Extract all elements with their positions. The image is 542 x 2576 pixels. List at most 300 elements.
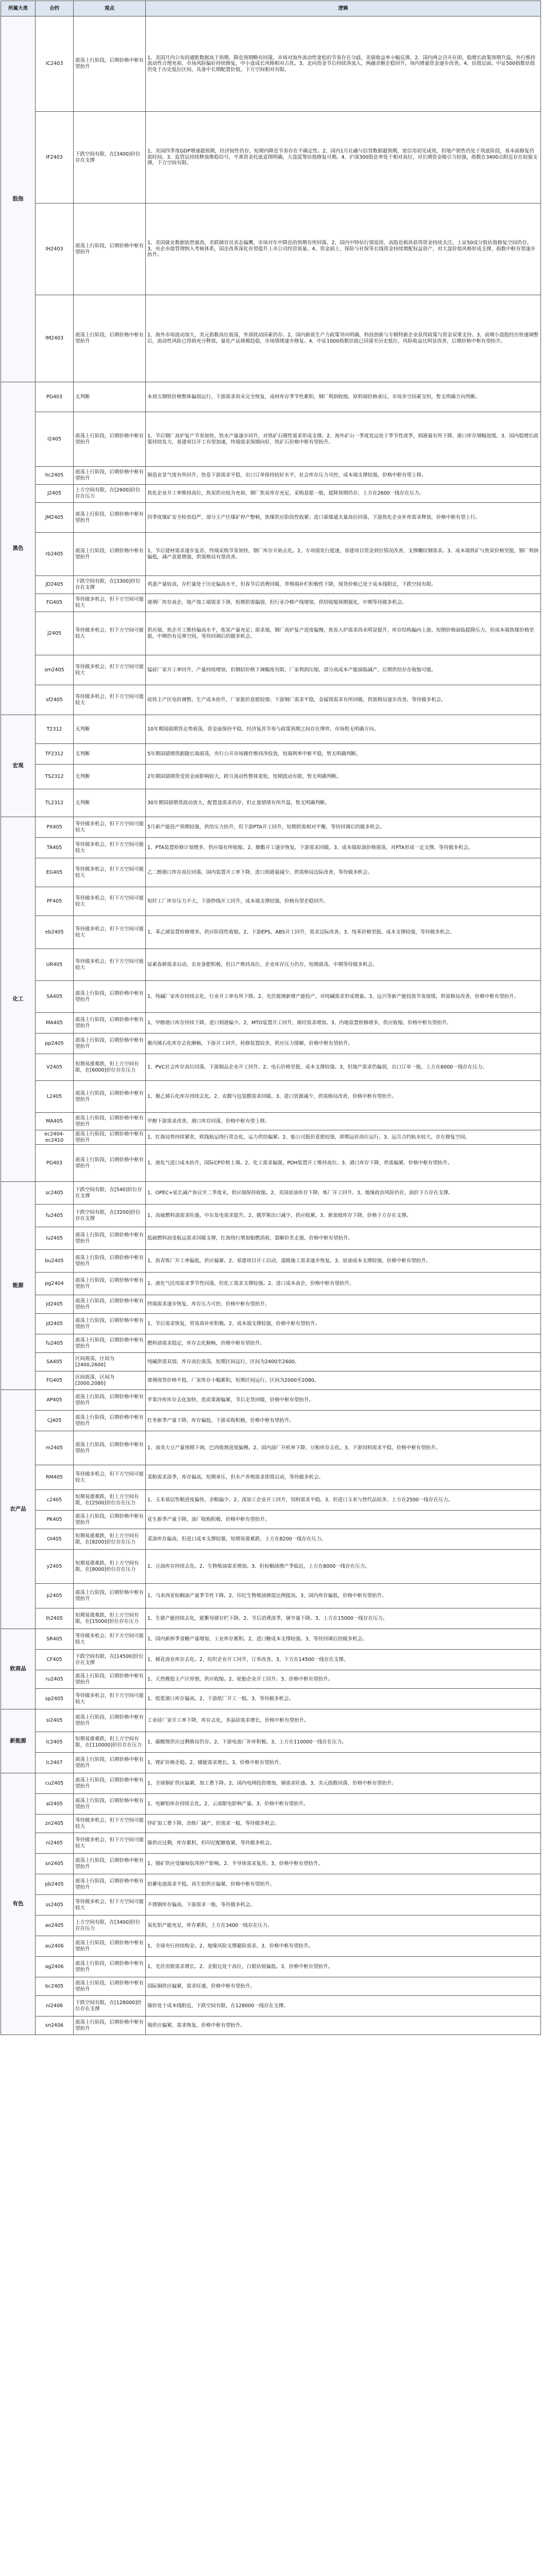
- sector-cell: 农产品: [1, 1390, 36, 1629]
- contract-cell: p2405: [36, 1584, 74, 1608]
- contract-cell: au2406: [36, 1936, 74, 1957]
- view-cell: 等待做多机会，但下方空间可能较大: [74, 858, 146, 887]
- view-cell: 震荡上行阶段，后期价格中枢有望抬升: [74, 503, 146, 533]
- view-cell: 震荡上行阶段，后期价格中枢有望抬升: [74, 1273, 146, 1295]
- logic-cell: 1、国内新榨季食糖产量增加，工业库存累积。2、进口糖成本支撑较强。3、等待回调后的做多机会。: [146, 1629, 541, 1650]
- logic-cell: 1、红海局势持续紧张，欧线航运绕行常态化，运力供给偏紧。2、船公司挺价意愿较强，即期运价高位运行。3、远月合约贴水较大，存在修复空间。: [146, 1130, 541, 1145]
- contract-cell: ru2405: [36, 1670, 74, 1689]
- logic-cell: 本周五钢铁价格整体偏弱运行，下游需求尚未完全恢复，成材库存季节性累积，钢厂利润收缩，原料端价格承压，市场多空因素交织，暂无明确方向判断。: [146, 382, 541, 412]
- logic-cell: 5年期国债期货跟随长端震荡，央行公开市场操作维持净投放，短端利率中枢平稳，暂无明确判断。: [146, 744, 541, 765]
- contract-cell: ag2406: [36, 1957, 74, 1977]
- view-cell: 等待做多机会，但下方空间可能较大: [74, 1895, 146, 1916]
- table-row: [1, 112, 541, 204]
- view-cell: 等待做多机会，但下方空间可能较大: [74, 685, 146, 715]
- contract-cell: ss2405: [36, 1895, 74, 1916]
- contract-cell: TS2312: [36, 765, 74, 789]
- table-row: [1, 685, 541, 715]
- contract-cell: SA405: [36, 981, 74, 1013]
- logic-cell: 1、纯碱厂家库存持续去化，行业开工率有所下降。2、光伏玻璃新增产能投产，对纯碱需求形成增量。3、远兴等新产能投放节奏放缓，供需格局改善，价格中枢有望抬升。: [146, 981, 541, 1013]
- contract-cell: y2405: [36, 1550, 74, 1584]
- table-row: [1, 1371, 541, 1390]
- contract-cell: J2405: [36, 485, 74, 503]
- contract-cell: PF405: [36, 887, 74, 916]
- logic-cell: 低硫燃料油受航运需求回暖支撑，红海绕行增加船燃消耗，裂解价差走强，价格中枢有望抬升。: [146, 1227, 541, 1250]
- contract-cell: CF405: [36, 1650, 74, 1670]
- logic-cell: 锰硅厂家开工率回升，产量持续增加，但钢招价格下调幅度有限，厂家利润压缩，部分高成本产能面临减产，后期供给存在收缩可能。: [146, 655, 541, 685]
- table-row: [1, 1753, 541, 1773]
- logic-cell: 1、节后需求恢复，贸易商补库积极。2、成本端支撑较强，价格中枢有望抬升。: [146, 1314, 541, 1334]
- contract-cell: pg2404: [36, 1273, 74, 1295]
- view-cell: 震荡上行阶段，后期价格中枢有望抬升: [74, 2016, 146, 2035]
- table-body: [1, 16, 541, 2035]
- view-cell: 震荡上行阶段，后期价格中枢有望抬升: [74, 1314, 146, 1334]
- contract-cell: IC2403: [36, 16, 74, 112]
- contract-cell: pp2405: [36, 1033, 74, 1054]
- view-cell: 震荡上行阶段，后期价格中枢有望抬升: [74, 1957, 146, 1977]
- view-cell: 等待做多机会，但下方空间可能较大: [74, 1689, 146, 1709]
- logic-cell: 菜油库存偏高，但进口成本支撑较强，短期易涨难跌，上方在8200一线存在压力。: [146, 1529, 541, 1550]
- table-row: [1, 1689, 541, 1709]
- sector-cell: 软商品: [1, 1629, 36, 1709]
- contract-cell: bc2405: [36, 1977, 74, 1996]
- logic-cell: 1、美国月内公布的通胀数据高于预期，降息预期略有回落，市场对海外流动性宽松的节奏存在分歧，美债收益率小幅反弹。2、国内两会召开在即，稳增长政策预期升温，央行维持流动性合理充裕，市场风险偏好持续修复，中小盘成长风格相对占优。3、北向资金节后持续净流入，两融余额企稳回升，场内增量资金逐步改善。4、估值层面，中证500指数估值仍处于历史低位区间，具备中长期配置价值，下方空间相对有限。: [146, 16, 541, 112]
- logic-cell: 1、全球央行持续购金。2、地缘风险支撑避险需求。3、价格中枢有望抬升。: [146, 1936, 541, 1957]
- logic-cell: 1、美国就业数据依然强劲，美联储官员表态偏鹰，市场对年中降息的预期有所回落。2、国内中特估行情延续，高股息板块获得资金持续关注，上证50成分股估值修复空间仍存。3、央企市值管理纳入考核体系，国企改革深化有望提升上市公司经营质量。4、资金面上，保险与社保等长线资金持续增配权益资产，对大盘价值风格形成支撑，指数中枢有望逐步抬升。: [146, 204, 541, 295]
- table-row: [1, 1916, 541, 1936]
- contract-cell: JD2405: [36, 576, 74, 594]
- contract-cell: zn2405: [36, 1815, 74, 1833]
- contract-cell: IH2403: [36, 204, 74, 295]
- view-cell: 震荡上行阶段，后期价格中枢有望抬升: [74, 1753, 146, 1773]
- table-row: [1, 533, 541, 576]
- view-cell: 震荡上行阶段，后期价格中枢有望抬升: [74, 1511, 146, 1529]
- table-row: [1, 204, 541, 295]
- contract-cell: JM2405: [36, 503, 74, 533]
- logic-cell: 1、碳酸锂供应过剩格局仍存。2、下游电池厂补库积极。3、上方在110000一线存在压力。: [146, 1732, 541, 1753]
- table-row: [1, 1584, 541, 1608]
- view-cell: 等待做多机会，但下方空间可能较大: [74, 949, 146, 981]
- view-cell: 震荡上行阶段，后期价格中枢有望抬升: [74, 1411, 146, 1431]
- logic-cell: 1、PTA装置检修计划增多，供应端有所收缩。2、聚酯开工逐步恢复，下游需求回暖。3、成本端原油价格震荡，对PTA形成一定支撑，等待做多机会。: [146, 838, 541, 858]
- view-cell: 震荡上行阶段，后期价格中枢有望抬升: [74, 1936, 146, 1957]
- table-row: [1, 485, 541, 503]
- contract-cell: RM405: [36, 1465, 74, 1490]
- logic-cell: 30年期国债期货波动放大，配置盘需求仍存，但止盈情绪有所升温，暂无明确判断。: [146, 789, 541, 817]
- table-row: [1, 1490, 541, 1511]
- contract-cell: eb2405: [36, 916, 74, 949]
- table-header-row: [1, 1, 541, 16]
- contract-cell: cu2405: [36, 1773, 74, 1794]
- logic-cell: 1、锡矿供应受缅甸佤邦停产影响。2、半导体需求复苏。3、价格中枢有望抬升。: [146, 1854, 541, 1874]
- view-cell: 无判断: [74, 744, 146, 765]
- table-row: [1, 1608, 541, 1629]
- table-row: [1, 594, 541, 612]
- view-cell: 震荡上行阶段，后期价格中枢有望抬升: [74, 1081, 146, 1113]
- view-cell: 震荡上行阶段，后期价格中枢有望抬升: [74, 1113, 146, 1130]
- contract-cell: ni2406: [36, 1996, 74, 2016]
- table-row: [1, 1957, 541, 1977]
- contract-cell: sn2405: [36, 1854, 74, 1874]
- contract-cell: V2405: [36, 1054, 74, 1081]
- contract-cell: c2405: [36, 1490, 74, 1511]
- logic-cell: 制造业景气度有所回升，热卷下游需求平稳，出口订单保持较好水平，社会库存压力可控，成本端支撑较强，价格中枢有望上移。: [146, 467, 541, 485]
- table-row: [1, 1145, 541, 1182]
- table-row: [1, 467, 541, 485]
- view-cell: 短期易涨难跌，但上方空间有限，在[8200]价位存在压力: [74, 1529, 146, 1550]
- view-cell: 震荡上行阶段，后期价格中枢有望抬升: [74, 1773, 146, 1794]
- contract-cell: fu2405: [36, 1205, 74, 1227]
- contract-cell: sc2405: [36, 1182, 74, 1205]
- contract-cell: ec2404-ec2410: [36, 1130, 74, 1145]
- logic-cell: 1、南美大豆产量预期下调，巴西收割进度偏慢。2、国内油厂开机率下降，豆粕库存去化。3、下游饲料需求平稳，价格中枢有望抬升。: [146, 1431, 541, 1465]
- view-cell: 无判断: [74, 765, 146, 789]
- logic-cell: 菜粕需求淡季，库存偏高，短期承压，但水产养殖需求即将启动，等待做多机会。: [146, 1465, 541, 1490]
- logic-cell: 5月新产能投产预期较强，供给压力抬升，但下游PTA开工回升，短期供需相对平衡，等待回调后的做多机会。: [146, 817, 541, 838]
- table-row: [1, 1815, 541, 1833]
- table-row: [1, 1227, 541, 1250]
- table-row: [1, 1295, 541, 1314]
- header-sector: 所属大类: [1, 1, 36, 16]
- logic-cell: 玻璃厂库存高企，地产竣工端需求下滑，短期供需偏弱，但行业冷修产线增加，供给收缩预期强化，中期等待做多机会。: [146, 594, 541, 612]
- logic-cell: 镍供应过剩，库存累积，但印尼配额收紧，等待做多机会。: [146, 1833, 541, 1854]
- logic-cell: 1、PVC社会库存高位回落，下游制品企业开工回升。2、电石价格坚挺，成本支撑较强。3、但地产需求仍偏弱，出口订单一般，上方在6000一线存在压力。: [146, 1054, 541, 1081]
- view-cell: 短期易涨难跌，但上方空间有限，在[2500]价位存在压力: [74, 1490, 146, 1511]
- logic-cell: 1、甲醇港口库存持续下降，进口到港偏少。2、MTO装置开工回升，烯烃需求增加。3、内地装置检修增多，供应收缩，价格中枢有望抬升。: [146, 1013, 541, 1033]
- contract-cell: FG405: [36, 1371, 74, 1390]
- logic-cell: 乙二醇港口库存高位回落，国内装置开工率下降，进口到港量减少，供需格局边际改善，等待做多机会。: [146, 858, 541, 887]
- table-row: [1, 916, 541, 949]
- view-cell: 短期易涨难跌，但上方空间有限，在[15000]价位存在压力: [74, 1608, 146, 1629]
- logic-cell: 1、美国四季度GDP增速超预期，经济韧性仍存，短期内降息节奏存在不确定性。2、国内1月社融与信贷数据超预期，宽信用初见成效，但地产销售仍处于筑底阶段，基本面修复仍需时间。3、监管层持续释放维稳信号，平准资金托底意图明确，大盘蓝筹估值修复可期。4、沪深300股息率处于相对高位，对长期资金吸引力较强，指数在3400点附近存在较强支撑，下方空间有限。: [146, 112, 541, 204]
- table-row: [1, 1250, 541, 1273]
- contract-cell: m2405: [36, 1431, 74, 1465]
- table-row: [1, 1895, 541, 1916]
- view-cell: 无判断: [74, 789, 146, 817]
- sector-cell: 化工: [1, 817, 36, 1182]
- logic-cell: 铅蓄电池需求平稳，再生铅供应偏紧，价格中枢有望抬升。: [146, 1874, 541, 1895]
- table-row: [1, 1411, 541, 1431]
- futures-view-sheet: [1, 1, 540, 2035]
- logic-cell: 1、沥青炼厂开工率偏低，供应偏紧。2、基建项目开工启动，道路施工需求逐步恢复。3、原油成本支撑较强，价格中枢有望抬升。: [146, 1250, 541, 1273]
- header-view: 观点: [74, 1, 146, 16]
- logic-cell: 红枣新季产量下降，库存偏低，下游采购积极，价格中枢有望抬升。: [146, 1411, 541, 1431]
- contract-cell: PG403: [36, 1145, 74, 1182]
- logic-cell: 锡供应偏紧，需求恢复，价格中枢有望抬升。: [146, 2016, 541, 2035]
- view-cell: 震荡上行阶段，后期价格中枢有望抬升: [74, 1709, 146, 1732]
- contract-cell: CJ405: [36, 1411, 74, 1431]
- sector-cell: 股指: [1, 16, 36, 382]
- view-cell: 下跌空间有限，在[128000]价位存在支撑: [74, 1996, 146, 2016]
- table-row: [1, 612, 541, 655]
- table-row: [1, 817, 541, 838]
- table-row: [1, 1977, 541, 1996]
- table-row: [1, 1314, 541, 1334]
- view-cell: 震荡上行阶段，后期价格中枢有望抬升: [74, 1390, 146, 1411]
- table-row: [1, 765, 541, 789]
- table-row: [1, 1874, 541, 1895]
- view-cell: 短期易涨难跌，但上方空间有限，在[8000]价位存在压力: [74, 1550, 146, 1584]
- contract-cell: jd2405: [36, 1314, 74, 1334]
- table-row: [1, 16, 541, 112]
- logic-cell: 苹果冷库库存去化加快，优质果源偏紧，节后走货回暖，价格中枢有望抬升。: [146, 1390, 541, 1411]
- logic-cell: 1、聚乙烯石化库存持续去化。2、农膜与包装膜需求回暖。3、进口资源减少，供需格局改善，价格中枢有望抬升。: [146, 1081, 541, 1113]
- view-cell: 等待做多机会，但下方空间可能较大: [74, 594, 146, 612]
- view-cell: 震荡上行阶段，后期价格中枢有望抬升: [74, 1854, 146, 1874]
- table-row: [1, 295, 541, 382]
- contract-cell: lc2405: [36, 1732, 74, 1753]
- logic-cell: 1、高硫燃料油需求旺盛，中东发电需求提升。2、俄罗斯出口减少，供应收紧。3、新加坡库存下降，价格下方存在支撑。: [146, 1205, 541, 1227]
- contract-cell: sn2406: [36, 2016, 74, 2035]
- sector-cell: 宏观: [1, 715, 36, 817]
- contract-cell: al2405: [36, 1794, 74, 1815]
- table-row: [1, 1205, 541, 1227]
- table-row: [1, 503, 541, 533]
- view-cell: 震荡上行阶段，后期价格中枢有望抬升: [74, 1670, 146, 1689]
- view-cell: 震荡上行阶段，后期价格中枢有望抬升: [74, 1013, 146, 1033]
- logic-cell: 1、海外市场波动加大，美元指数高位震荡，外部扰动因素仍存。2、国内新质生产力政策导向明确，科技创新与专精特新企业获得政策与资金双重支持。3、前期小盘股经历快速调整后，流动性风险已得到充分释放，量化产品规模趋稳，市场情绪逐步修复。4、中证1000指数估值已回落至历史低位，风险收益比明显改善，后期价格中枢有望抬升。: [146, 295, 541, 382]
- logic-cell: 锌矿加工费下降，冶炼厂减产，但需求一般，等待做多机会。: [146, 1815, 541, 1833]
- view-cell: 震荡上行阶段，后期价格中枢有望抬升: [74, 1033, 146, 1054]
- table-row: [1, 715, 541, 744]
- table-row: [1, 838, 541, 858]
- sector-cell: 能源: [1, 1182, 36, 1390]
- table-row: [1, 1996, 541, 2016]
- contract-cell: ao2405: [36, 1916, 74, 1936]
- table-row: [1, 1794, 541, 1815]
- view-cell: 震荡上行阶段，后期价格中枢有望抬升: [74, 295, 146, 382]
- view-cell: 震荡上行阶段，后期价格中枢有望抬升: [74, 1334, 146, 1353]
- view-cell: 震荡上行阶段，后期价格中枢有望抬升: [74, 412, 146, 467]
- view-cell: 震荡上行阶段，后期价格中枢有望抬升: [74, 1145, 146, 1182]
- view-cell: 震荡上行阶段，后期价格中枢有望抬升: [74, 1794, 146, 1815]
- logic-cell: 花生新季产量下降，油厂收购积极，价格中枢有望抬升。: [146, 1511, 541, 1529]
- contract-cell: I2405: [36, 412, 74, 467]
- contract-cell: IF2403: [36, 112, 74, 204]
- logic-cell: 1、马来西亚棕榈油产量季节性下降。2、印尼生物柴油掺混比例提高。3、国内库存偏低，价格中枢有望抬升。: [146, 1584, 541, 1608]
- table-row: [1, 1629, 541, 1650]
- view-cell: 无判断: [74, 715, 146, 744]
- table-row: [1, 1033, 541, 1054]
- view-cell: 等待做多机会，但下方空间可能较大: [74, 838, 146, 858]
- contract-cell: J2405: [36, 612, 74, 655]
- view-cell: 等待做多机会，但下方空间可能较大: [74, 1815, 146, 1833]
- table-row: [1, 1936, 541, 1957]
- table-row: [1, 2016, 541, 2035]
- logic-cell: 玻璃现货价格平稳，厂家库存小幅累积，短期区间运行，区间为2000至2080。: [146, 1371, 541, 1390]
- contract-cell: PX405: [36, 817, 74, 838]
- table-row: [1, 1054, 541, 1081]
- contract-cell: UR405: [36, 949, 74, 981]
- contract-cell: bu2405: [36, 1250, 74, 1273]
- view-cell: 震荡上行阶段，后期价格中枢有望抬升: [74, 1874, 146, 1895]
- table-row: [1, 949, 541, 981]
- logic-cell: 国际铜供应偏紧，需求旺盛，价格中枢有望抬升。: [146, 1977, 541, 1996]
- logic-cell: 尿素春耕需求启动，农业备肥积极，但日产维持高位，企业库存压力仍存，短期震荡，中期等待做多机会。: [146, 949, 541, 981]
- table-row: [1, 655, 541, 685]
- logic-cell: 供应端，焦企开工维持偏高水平，焦炭产量充足；需求端，钢厂高炉复产进度偏慢，焦炭入炉需求尚未明显提升，库存结构偏向上游。短期价格面临提降压力，但成本端焦煤价格坚挺，中期仍有反弹空间，等待回调后的做多机会。: [146, 612, 541, 655]
- table-row: [1, 789, 541, 817]
- contract-cell: sm2405: [36, 655, 74, 685]
- table-row: [1, 1854, 541, 1874]
- view-cell: 震荡上行阶段，后期价格中枢有望抬升: [74, 204, 146, 295]
- view-cell: 等待做多机会，但下方空间可能较大: [74, 1629, 146, 1650]
- logic-cell: 燃料油需求稳定，库存去化顺畅，价格中枢有望抬升。: [146, 1334, 541, 1353]
- contract-cell: MA405: [36, 1013, 74, 1033]
- view-cell: 下跌空间有限，在[540]价位存在支撑: [74, 1182, 146, 1205]
- logic-cell: 纯碱供需双弱，库存高位震荡，短期区间运行，区间为2400至2600。: [146, 1353, 541, 1371]
- view-cell: 震荡上行阶段，后期价格中枢有望抬升: [74, 467, 146, 485]
- logic-cell: 聚丙烯石化库存去化顺畅，下游开工回升，检修装置较多，供应压力缓解，价格中枢有望抬升。: [146, 1033, 541, 1054]
- table-row: [1, 1833, 541, 1854]
- view-cell: 短期易涨难跌，但上方空间有限，在[6000]价位存在压力: [74, 1054, 146, 1081]
- logic-cell: 氧化铝产能充足，库存累积，上方在3400一线存在压力。: [146, 1916, 541, 1936]
- table-row: [1, 576, 541, 594]
- contract-cell: SR405: [36, 1629, 74, 1650]
- view-cell: 下跌空间有限，在[3200]价位存在支撑: [74, 1205, 146, 1227]
- table-row: [1, 1529, 541, 1550]
- contract-cell: T2312: [36, 715, 74, 744]
- table-row: [1, 1465, 541, 1490]
- logic-cell: 焦化企业开工率维持高位，焦炭供应较为充裕，钢厂焦炭库存充足，采购意愿一般，提降预期仍存，上方在2600一线存在压力。: [146, 485, 541, 503]
- table-row: [1, 1390, 541, 1411]
- table-row: [1, 1130, 541, 1145]
- table-row: [1, 981, 541, 1013]
- sector-cell: 黑色: [1, 382, 36, 715]
- table-row: [1, 1670, 541, 1689]
- contract-cell: EG405: [36, 858, 74, 887]
- contract-cell: TF2312: [36, 744, 74, 765]
- view-cell: 等待做多机会，但下方空间可能较大: [74, 655, 146, 685]
- logic-cell: 1、OPEC+延长减产协议至二季度末，供应端保持收缩。2、美国原油库存下降，炼厂开工回升。3、地缘政治风险仍存，油价下方存在支撑。: [146, 1182, 541, 1205]
- logic-cell: 短纤工厂库存压力不大，下游纱线开工回升，成本端支撑较强，价格有望企稳回升。: [146, 887, 541, 916]
- contract-cell: rb2405: [36, 533, 74, 576]
- logic-cell: 不锈钢库存偏高，下游需求一般，等待做多机会。: [146, 1895, 541, 1916]
- contract-cell: lc2407: [36, 1753, 74, 1773]
- header-contract: 合约: [36, 1, 74, 16]
- table-row: [1, 1709, 541, 1732]
- table-row: [1, 1273, 541, 1295]
- view-cell: 下跌空间有限，在[3400]价位存在支撑: [74, 112, 146, 204]
- table-row: [1, 1334, 541, 1353]
- view-cell: 等待做多机会，但下方空间可能较大: [74, 817, 146, 838]
- table-row: [1, 1511, 541, 1529]
- contract-cell: pb2405: [36, 1874, 74, 1895]
- view-cell: 震荡上行阶段，后期价格中枢有望抬升: [74, 981, 146, 1013]
- contract-cell: fu2405: [36, 1334, 74, 1353]
- table-row: [1, 1732, 541, 1753]
- table-row: [1, 1773, 541, 1794]
- logic-cell: 1、天然橡胶主产区停割，供应收缩。2、轮胎企业开工回升。3、价格中枢有望抬升。: [146, 1670, 541, 1689]
- contract-cell: sf2405: [36, 685, 74, 715]
- table-row: [1, 382, 541, 412]
- contract-cell: PK405: [36, 1511, 74, 1529]
- view-cell: 区间震荡，区间为[2400,2600]: [74, 1353, 146, 1371]
- contract-cell: MA405: [36, 1113, 74, 1130]
- view-cell: 震荡上行阶段，后期价格中枢有望抬升: [74, 1584, 146, 1608]
- table-row: [1, 1113, 541, 1130]
- view-cell: 下跌空间有限，在[14500]价位存在支撑: [74, 1650, 146, 1670]
- logic-cell: 1、豆油库存持续去化。2、生物柴油需求增加。3、但棕榈油增产季临近，上方在8000一线存在压力。: [146, 1550, 541, 1584]
- table-row: [1, 1081, 541, 1113]
- view-cell: 等待做多机会，但下方空间可能较大: [74, 1833, 146, 1854]
- sector-cell: 有色: [1, 1773, 36, 2035]
- view-cell: 区间震荡，区间为[2000,2080]: [74, 1371, 146, 1390]
- contract-cell: si2405: [36, 1709, 74, 1732]
- logic-cell: 1、节后钢厂高炉复产节奏加快，铁水产量逐步回升，对铁矿石刚性需求形成支撑。2、海外矿山一季度发运处于季节性淡季，到港量有所下降，港口库存增幅放缓。3、国内稳增长政策持续发力，基建项目开工有望加速，终端需求预期向好，铁矿石价格中枢有望抬升。: [146, 412, 541, 467]
- logic-cell: 1、锂矿价格企稳。2、储能需求增长。3、价格中枢有望抬升。: [146, 1753, 541, 1773]
- view-cell: 震荡上行阶段，后期价格中枢有望抬升: [74, 1295, 146, 1314]
- logic-cell: 1、玉米基层售粮进度偏快，余粮偏少。2、深加工企业开工回升，饲料需求平稳。3、但进口玉米与替代品较多，上方在2500一线存在压力。: [146, 1490, 541, 1511]
- header-logic: 逻辑: [146, 1, 541, 16]
- view-cell: 短期易涨难跌，但上方空间有限，在[110000]价位存在压力: [74, 1732, 146, 1753]
- logic-cell: 2年期国债期货受资金面影响较大，跨月流动性整体宽松，短期波动有限，暂无明确判断。: [146, 765, 541, 789]
- futures-view-table: [1, 1, 541, 2035]
- table-row: [1, 1353, 541, 1371]
- table-row: [1, 858, 541, 887]
- contract-cell: IM2403: [36, 295, 74, 382]
- logic-cell: 1、纸浆港口库存偏高。2、下游纸厂开工一般。3、等待做多机会。: [146, 1689, 541, 1709]
- contract-cell: jd2405: [36, 1295, 74, 1314]
- logic-cell: 终端需求逐步恢复，库存压力可控，价格中枢有望抬升。: [146, 1295, 541, 1314]
- view-cell: 震荡上行阶段，后期价格中枢有望抬升: [74, 1431, 146, 1465]
- view-cell: 上方空间有限，在[2600]价位存在压力: [74, 485, 146, 503]
- view-cell: 震荡上行阶段，后期价格中枢有望抬升: [74, 533, 146, 576]
- view-cell: 等待做多机会，但下方空间可能较大: [74, 612, 146, 655]
- logic-cell: 四季度煤矿安全检查趋严，部分主产区煤矿停产整顿，焦煤供应阶段性收紧；进口蒙煤通关量高位回落，下游焦化企业补库需求释放，价格中枢有望上行。: [146, 503, 541, 533]
- table-row: [1, 887, 541, 916]
- contract-cell: lu2405: [36, 1227, 74, 1250]
- logic-cell: 1、全球铜矿供应偏紧，加工费下降。2、国内电网投资增加，铜需求旺盛。3、美元指数回落，价格中枢有望抬升。: [146, 1773, 541, 1794]
- logic-cell: 工业硅厂家开工率下降，库存去化，多晶硅需求增长，价格中枢有望抬升。: [146, 1709, 541, 1732]
- logic-cell: 硅铁主产区电价调整，生产成本抬升，厂家挺价意愿较强；下游钢厂需求平稳，金属镁需求有所回暖，供需格局逐步改善，等待做多机会。: [146, 685, 541, 715]
- contract-cell: sp2405: [36, 1689, 74, 1709]
- contract-cell: AP405: [36, 1390, 74, 1411]
- contract-cell: hc2405: [36, 467, 74, 485]
- contract-cell: ni2405: [36, 1833, 74, 1854]
- view-cell: 等待做多机会，但下方空间可能较大: [74, 887, 146, 916]
- table-row: [1, 1650, 541, 1670]
- contract-cell: TA405: [36, 838, 74, 858]
- logic-cell: 鸡蛋产量较高，存栏量处于历史偏高水平，但春节后消费回暖，养殖端补栏积极性下降，现货价格已处于成本线附近，下跌空间有限。: [146, 576, 541, 594]
- contract-cell: FG405: [36, 594, 74, 612]
- view-cell: 震荡上行阶段，后期价格中枢有望抬升: [74, 1977, 146, 1996]
- view-cell: 无判断: [74, 382, 146, 412]
- view-cell: 等待做多机会，但下方空间可能较大: [74, 916, 146, 949]
- contract-cell: PG403: [36, 382, 74, 412]
- view-cell: 上方空间有限，在[3400]价位存在压力: [74, 1916, 146, 1936]
- contract-cell: SA405: [36, 1353, 74, 1371]
- logic-cell: 1、电解铝库存持续去化。2、云南限电影响产量。3、价格中枢有望抬升。: [146, 1794, 541, 1815]
- view-cell: 震荡上行阶段，后期价格中枢有望抬升: [74, 1227, 146, 1250]
- logic-cell: 1、液化气民用需求季节性回落，但化工需求支撑较强。2、进口成本高企，价格中枢有望抬升。: [146, 1273, 541, 1295]
- table-row: [1, 744, 541, 765]
- logic-cell: 1、苯乙烯装置检修增多，供应阶段性收缩。2、下游EPS、ABS开工回升，需求边际改善。3、纯苯价格坚挺，成本支撑较强，等待做多机会。: [146, 916, 541, 949]
- view-cell: 下跌空间有限，在[3300]价位存在支撑: [74, 576, 146, 594]
- view-cell: 震荡上行阶段，后期价格中枢有望抬升: [74, 1130, 146, 1145]
- logic-cell: 1、液化气进口成本抬升，国际CP价格上调。2、化工需求偏强，PDH装置开工维持高位。3、港口库存下降，供需偏紧，价格中枢有望抬升。: [146, 1145, 541, 1182]
- view-cell: 等待做多机会，但下方空间可能较大: [74, 1465, 146, 1490]
- contract-cell: OI405: [36, 1529, 74, 1550]
- contract-cell: L2405: [36, 1081, 74, 1113]
- table-row: [1, 1550, 541, 1584]
- table-row: [1, 1182, 541, 1205]
- logic-cell: 1、生猪产能持续去化，能繁母猪存栏下降。2、节后消费淡季，屠宰量下降。3、上方在15000一线存在压力。: [146, 1608, 541, 1629]
- contract-cell: lh2405: [36, 1608, 74, 1629]
- logic-cell: 1、光伏用银需求增长。2、金银比处于高位，白银估值偏低。3、价格中枢有望抬升。: [146, 1957, 541, 1977]
- logic-cell: 1、节后建材需求逐步复苏，终端采购节奏加快，钢厂库存开始去化。2、专项债发行提速，基建项目资金到位情况改善，支撑螺纹钢需求。3、成本端铁矿与焦炭价格坚挺，钢厂利润偏低，减产意愿增强，供需格局有望改善。: [146, 533, 541, 576]
- contract-cell: TL2312: [36, 789, 74, 817]
- table-row: [1, 1431, 541, 1465]
